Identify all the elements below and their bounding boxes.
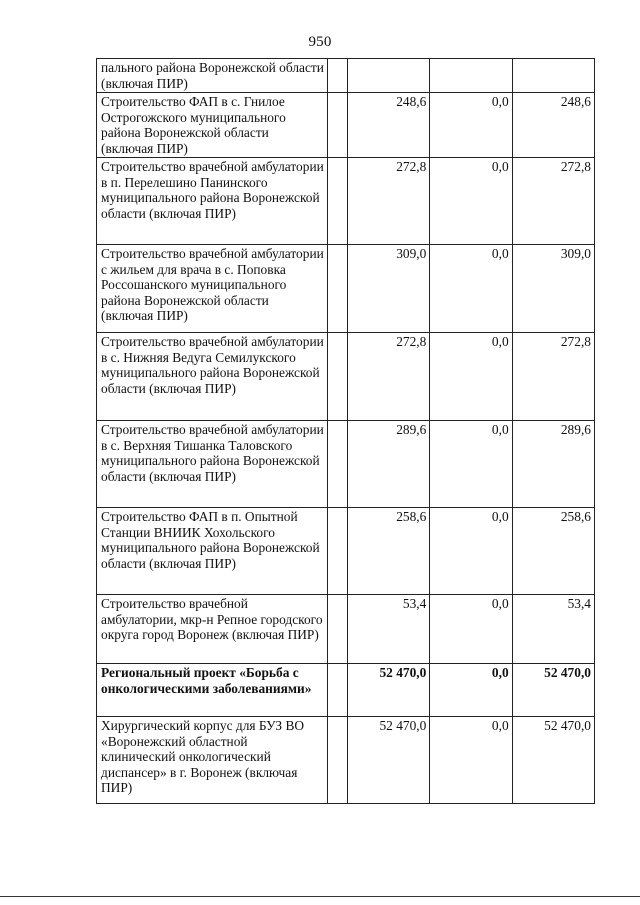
project-name-cell: Хирургический корпус для БУЗ ВО «Воронежский областной клинический онкологический диспансер» в г. Воронеж (включая ПИР) bbox=[97, 717, 328, 804]
value-col-3-cell: 258,6 bbox=[512, 508, 594, 595]
value-col-1-cell: 289,6 bbox=[348, 421, 430, 508]
table-row bbox=[97, 717, 595, 804]
table-row bbox=[97, 245, 595, 333]
value-col-3-cell: 52 470,0 bbox=[512, 717, 594, 804]
project-name-cell: Строительство врачебной амбулатории в с. Нижняя Ведуга Семилукского муниципального района Воронежской области (включая ПИР) bbox=[97, 333, 328, 421]
value-col-1-cell: 309,0 bbox=[348, 245, 430, 333]
value-col-3-cell bbox=[512, 59, 594, 93]
value-col-3-cell: 53,4 bbox=[512, 595, 594, 664]
project-name-cell: пального района Воронежской области (включая ПИР) bbox=[97, 59, 328, 93]
value-col-1-cell: 272,8 bbox=[348, 158, 430, 245]
value-col-2-cell: 0,0 bbox=[430, 421, 512, 508]
spacer-cell bbox=[328, 245, 348, 333]
table-row bbox=[97, 595, 595, 664]
project-name-cell: Строительство ФАП в с. Гнилое Острогожского муниципального района Воронежской области (включая ПИР) bbox=[97, 93, 328, 158]
page-bottom-rule bbox=[0, 896, 640, 897]
value-col-2-cell: 0,0 bbox=[430, 245, 512, 333]
spacer-cell bbox=[328, 717, 348, 804]
project-name-cell: Строительство врачебной амбулатории в п. Перелешино Панинского муниципального района Воронежской области (включая ПИР) bbox=[97, 158, 328, 245]
spacer-cell bbox=[328, 158, 348, 245]
value-col-1-cell: 53,4 bbox=[348, 595, 430, 664]
spacer-cell bbox=[328, 93, 348, 158]
value-col-2-cell: 0,0 bbox=[430, 158, 512, 245]
table-body bbox=[97, 59, 595, 804]
table-row bbox=[97, 59, 595, 93]
value-col-2-cell bbox=[430, 59, 512, 93]
value-col-1-cell: 272,8 bbox=[348, 333, 430, 421]
value-col-3-cell: 248,6 bbox=[512, 93, 594, 158]
project-name-cell: Строительство врачебной амбулатории с жильем для врача в с. Поповка Россошанского муниципального района Воронежской области (включая ПИР) bbox=[97, 245, 328, 333]
spacer-cell bbox=[328, 664, 348, 717]
value-col-2-cell: 0,0 bbox=[430, 664, 512, 717]
value-col-1-cell: 248,6 bbox=[348, 93, 430, 158]
value-col-1-cell: 258,6 bbox=[348, 508, 430, 595]
table-row bbox=[97, 333, 595, 421]
spacer-cell bbox=[328, 421, 348, 508]
spacer-cell bbox=[328, 595, 348, 664]
value-col-2-cell: 0,0 bbox=[430, 333, 512, 421]
table-row bbox=[97, 508, 595, 595]
value-col-1-cell: 52 470,0 bbox=[348, 717, 430, 804]
value-col-3-cell: 52 470,0 bbox=[512, 664, 594, 717]
table-row bbox=[97, 93, 595, 158]
value-col-2-cell: 0,0 bbox=[430, 595, 512, 664]
page-number: 950 bbox=[308, 34, 332, 50]
value-col-2-cell: 0,0 bbox=[430, 93, 512, 158]
value-col-1-cell bbox=[348, 59, 430, 93]
spacer-cell bbox=[328, 508, 348, 595]
project-name-cell: Строительство врачебной амбулатории, мкр-н Репное городского округа город Воронеж (включая ПИР) bbox=[97, 595, 328, 664]
table-row bbox=[97, 158, 595, 245]
table-row bbox=[97, 421, 595, 508]
value-col-3-cell: 272,8 bbox=[512, 333, 594, 421]
value-col-3-cell: 272,8 bbox=[512, 158, 594, 245]
table-row bbox=[97, 664, 595, 717]
value-col-3-cell: 289,6 bbox=[512, 421, 594, 508]
project-name-cell: Строительство врачебной амбулатории в с. Верхняя Тишанка Таловского муниципального района Воронежской области (включая ПИР) bbox=[97, 421, 328, 508]
project-name-cell: Строительство ФАП в п. Опытной Станции ВНИИК Хохольского муниципального района Воронежской области (включая ПИР) bbox=[97, 508, 328, 595]
spacer-cell bbox=[328, 333, 348, 421]
spacer-cell bbox=[328, 59, 348, 93]
project-name-cell: Региональный проект «Борьба с онкологическими заболеваниями» bbox=[97, 664, 328, 717]
value-col-3-cell: 309,0 bbox=[512, 245, 594, 333]
value-col-2-cell: 0,0 bbox=[430, 508, 512, 595]
value-col-1-cell: 52 470,0 bbox=[348, 664, 430, 717]
budget-table bbox=[96, 58, 595, 804]
value-col-2-cell: 0,0 bbox=[430, 717, 512, 804]
